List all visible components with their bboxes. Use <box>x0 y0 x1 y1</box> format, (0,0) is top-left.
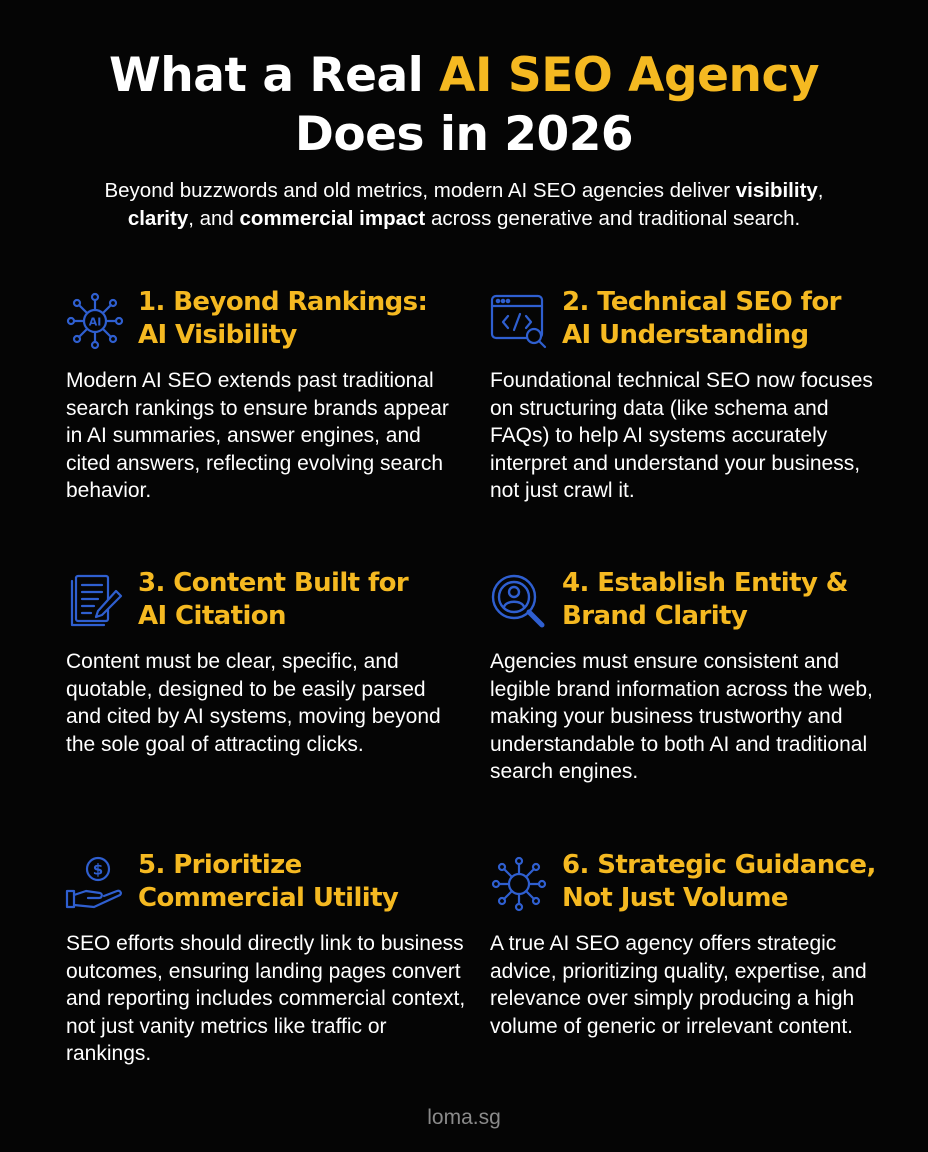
page-title <box>0 46 928 164</box>
subtitle-text: across generative and traditional search. <box>425 207 801 230</box>
card-body: Content must be clear, specific, and quotable, designed to be easily parsed and cited by AI systems, moving beyond the sole goal of attracting clicks. <box>66 650 441 756</box>
footer-brand: loma.sg <box>427 1106 501 1129</box>
card-body: Agencies must ensure consistent and legible brand information across the web, making your business trustworthy and understandable to both AI and traditional search engines. <box>490 650 873 784</box>
hand-dollar-icon <box>64 853 126 915</box>
card-title: 1. Beyond Rankings: AI Visibility <box>138 287 428 350</box>
card-body: SEO efforts should directly link to business outcomes, ensuring landing pages convert and reporting includes commercial context, not just vanity metrics like traffic or rankings. <box>66 932 466 1066</box>
card-title: 4. Establish Entity & Brand Clarity <box>562 568 848 631</box>
svg-text:AI: AI <box>88 315 102 329</box>
title-prefix: What a Real <box>108 48 440 103</box>
card-commercial-utility <box>64 849 466 1066</box>
subtitle-emphasis-clarity: clarity <box>127 207 189 230</box>
subtitle-text: Beyond buzzwords and old metrics, modern AI SEO agencies deliver <box>104 179 736 202</box>
page-subtitle <box>40 177 888 233</box>
card-content-citation <box>64 567 464 756</box>
card-technical-seo <box>488 286 888 503</box>
svg-text:$: $ <box>92 860 104 879</box>
subtitle-emphasis-commercial: commercial impact <box>239 207 426 230</box>
subtitle-text: , <box>817 179 824 202</box>
subtitle-text: , and <box>188 207 240 230</box>
card-body: A true AI SEO agency offers strategic advice, prioritizing quality, expertise, and relevance over simply producing a high volume of generic or irrelevant content. <box>490 932 867 1038</box>
person-magnifier-icon <box>488 571 550 633</box>
title-highlight: AI SEO Agency <box>439 48 820 103</box>
card-title: 5. Prioritize Commercial Utility <box>138 850 399 913</box>
card-title: 6. Strategic Guidance, Not Just Volume <box>562 850 876 913</box>
ai-network-icon <box>64 290 126 352</box>
code-window-search-icon <box>488 290 550 352</box>
card-title: 2. Technical SEO for AI Understanding <box>562 287 841 350</box>
card-title: 3. Content Built for AI Citation <box>138 568 409 631</box>
title-suffix: Does in 2026 <box>294 107 634 162</box>
subtitle-emphasis-visibility: visibility <box>735 179 818 202</box>
card-body: Foundational technical SEO now focuses on structuring data (like schema and FAQs) to help AI systems accurately interpret and understand your business, not just crawl it. <box>490 369 873 503</box>
card-body: Modern AI SEO extends past traditional search rankings to ensure brands appear in AI summaries, answer engines, and cited answers, reflecting evolving search behavior. <box>66 369 449 503</box>
strategy-hub-icon <box>488 853 550 915</box>
document-edit-icon <box>64 571 126 633</box>
card-strategic-guidance <box>488 849 888 1038</box>
card-entity-clarity <box>488 567 888 784</box>
card-ai-visibility <box>64 286 464 503</box>
